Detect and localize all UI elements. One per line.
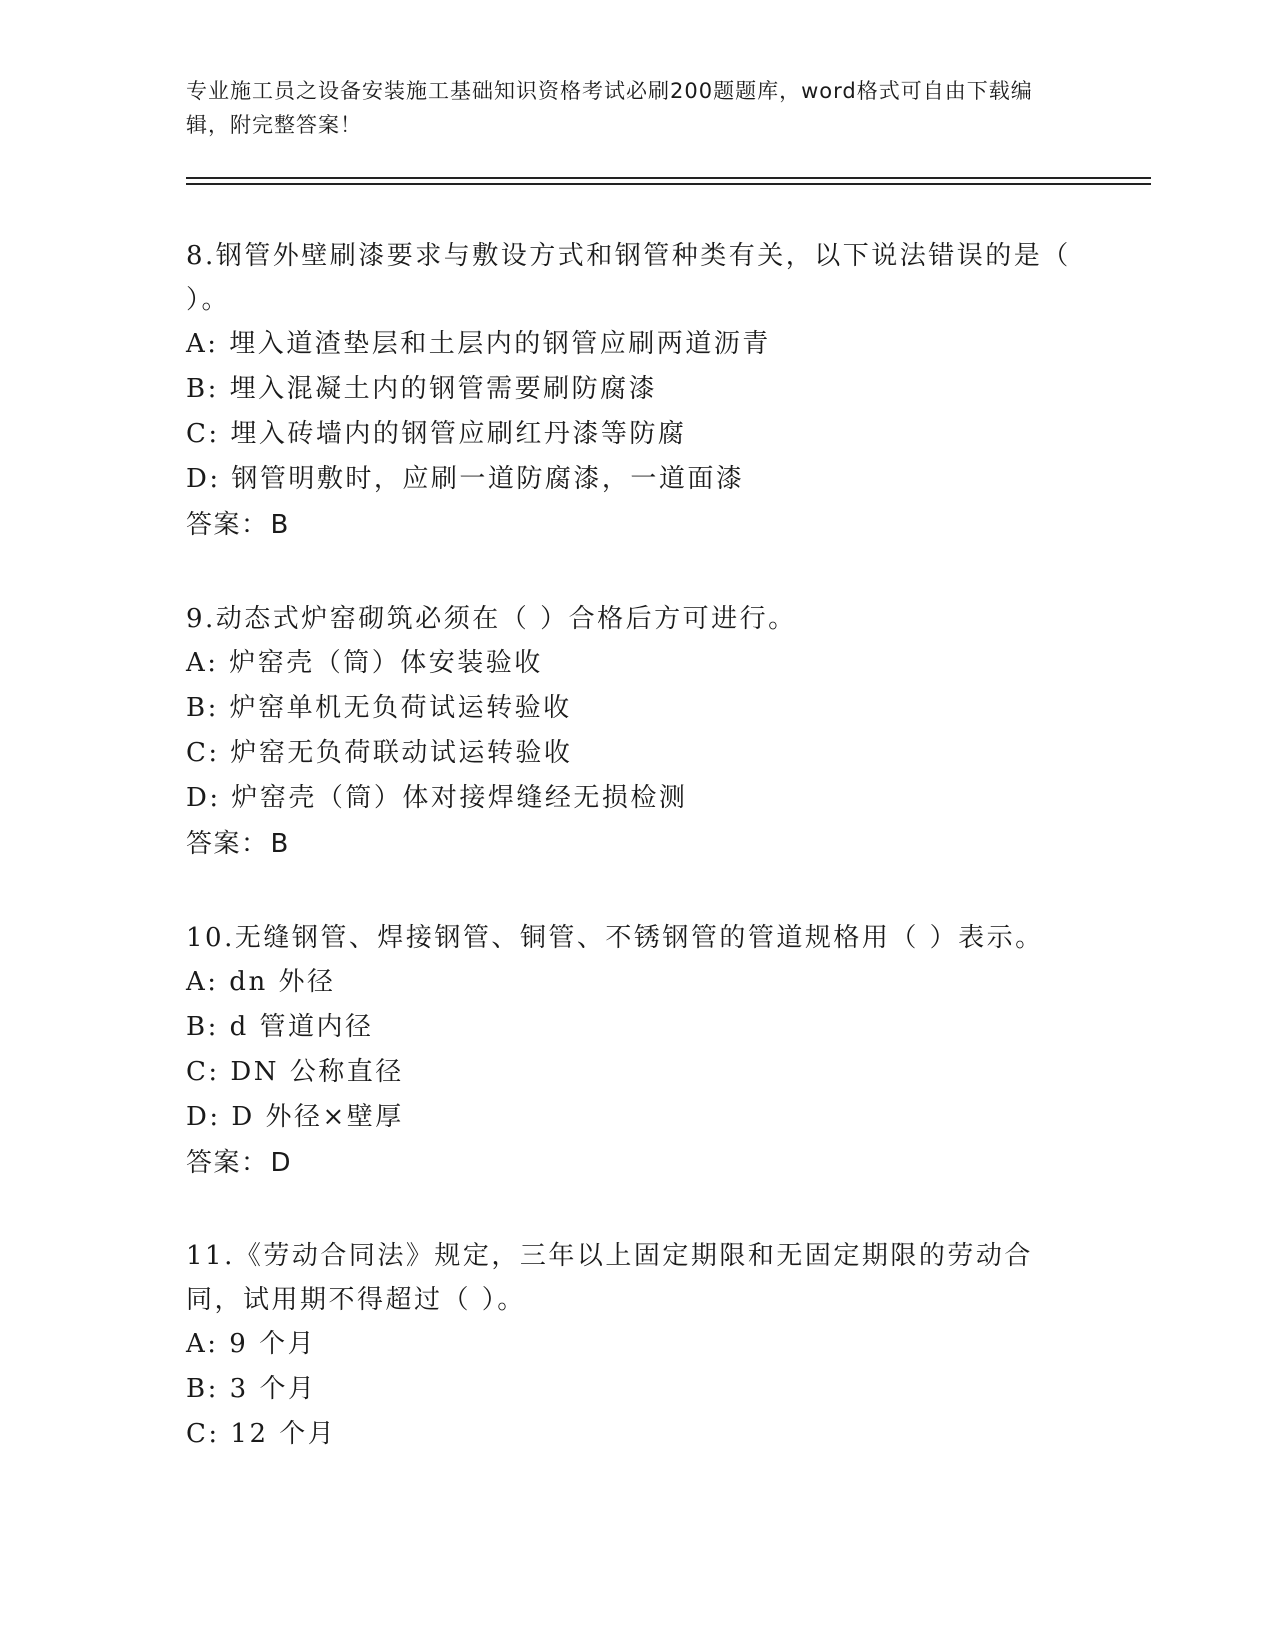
answer-line bbox=[186, 1140, 1086, 1186]
answer-label: 答案： bbox=[186, 829, 269, 859]
question-9 bbox=[186, 597, 1086, 867]
header-divider-top bbox=[186, 177, 1151, 179]
question-stem: 9.动态式炉窑砌筑必须在（ ）合格后方可进行。 bbox=[186, 604, 797, 634]
answer-value: B bbox=[270, 829, 290, 859]
option-c: C: 埋入砖墙内的钢管应刷红丹漆等防腐 bbox=[186, 419, 687, 449]
answer-value: B bbox=[270, 510, 290, 540]
option-b: B: 埋入混凝土内的钢管需要刷防腐漆 bbox=[186, 374, 658, 404]
option-c: C: 12 个月 bbox=[186, 1419, 337, 1449]
question-stem: 8.钢管外壁刷漆要求与敷设方式和钢管种类有关，以下说法错误的是（ ）。 bbox=[186, 241, 1071, 315]
answer-label: 答案： bbox=[186, 1148, 269, 1178]
document-header bbox=[186, 74, 1066, 142]
question-8 bbox=[186, 234, 1086, 548]
answer-line bbox=[186, 502, 1086, 548]
answer-label: 答案： bbox=[186, 510, 269, 540]
option-d: D: 钢管明敷时，应刷一道防腐漆，一道面漆 bbox=[186, 464, 745, 494]
header-divider-bottom bbox=[186, 183, 1151, 185]
answer-line bbox=[186, 821, 1086, 867]
header-title: 专业施工员之设备安装施工基础知识资格考试必刷200题题库，word格式可自由下载编辑，附完整答案！ bbox=[186, 79, 1033, 137]
question-stem: 10.无缝钢管、焊接钢管、铜管、不锈钢管的管道规格用（ ）表示。 bbox=[186, 923, 1044, 953]
answer-value: D bbox=[270, 1148, 293, 1178]
option-b: B: 3 个月 bbox=[186, 1374, 317, 1404]
option-c: C: DN 公称直径 bbox=[186, 1057, 404, 1087]
option-a: A: 埋入道渣垫层和土层内的钢管应刷两道沥青 bbox=[186, 329, 771, 359]
option-a: A: 9 个月 bbox=[186, 1329, 317, 1359]
option-a: A: dn 外径 bbox=[186, 967, 336, 997]
option-c: C: 炉窑无负荷联动试运转验收 bbox=[186, 738, 573, 768]
option-b: B: 炉窑单机无负荷试运转验收 bbox=[186, 693, 572, 723]
question-10 bbox=[186, 916, 1086, 1186]
question-11 bbox=[186, 1234, 1086, 1457]
question-stem: 11.《劳动合同法》规定，三年以上固定期限和无固定期限的劳动合同，试用期不得超过（ ）。 bbox=[186, 1241, 1033, 1315]
option-a: A: 炉窑壳（筒）体安装验收 bbox=[186, 648, 543, 678]
option-d: D: D 外径×壁厚 bbox=[186, 1102, 404, 1132]
option-b: B: d 管道内径 bbox=[186, 1012, 374, 1042]
option-d: D: 炉窑壳（筒）体对接焊缝经无损检测 bbox=[186, 783, 688, 813]
